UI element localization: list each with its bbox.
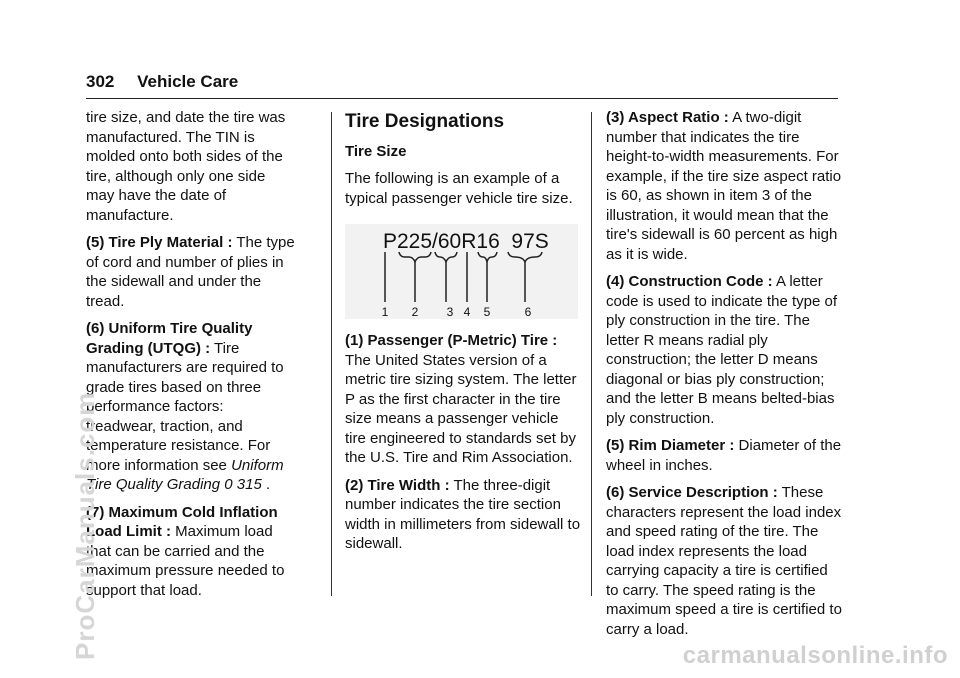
column-2 (345, 108, 581, 562)
column-1 (86, 108, 296, 608)
term-label: (6) Service Description : (606, 484, 778, 501)
paragraph-utqg (86, 319, 296, 495)
paragraph: The following is an example of a typical passenger vehicle tire size. (345, 170, 573, 207)
term-text: These characters represent the load index and speed rating of the tire. The load index represents the load carrying capacity a tire is certified to carry. The speed rating is the maximum speed a tire is certified to carry a load. (606, 484, 842, 638)
column-3 (606, 108, 842, 647)
label-2: 2 (411, 305, 419, 319)
term-label: (5) Tire Ply Material : (86, 234, 233, 251)
page-reference[interactable]: 0 315 (220, 476, 262, 493)
term-text: Maximum load that can be carried and the maximum pressure needed to support that load. (86, 523, 285, 599)
subsection-heading: Tire Size (345, 142, 407, 160)
term-label: (1) Passenger (P-Metric) Tire : (345, 332, 558, 349)
paragraph-passenger (345, 331, 581, 468)
paragraph-rim-diameter (606, 436, 842, 475)
paragraph-aspect-ratio (606, 108, 842, 264)
term-text: The three-digit number indicates the tire section width in millimeters from sidewall to sidewall. (345, 476, 581, 552)
paragraph-service-description (606, 483, 842, 639)
side-watermark: ProCarManuals.com (70, 391, 100, 660)
page-header (86, 72, 238, 92)
footer-watermark: carmanualsonline.info (682, 642, 948, 669)
term-text: . (261, 476, 271, 493)
label-3: 3 (446, 305, 454, 319)
section-title: Vehicle Care (137, 72, 239, 91)
term-text: The type of cord and number of plies in the sidewall and under the tread. (86, 234, 295, 310)
label-1: 1 (381, 305, 389, 319)
paragraph-ply-material (86, 233, 296, 311)
label-6: 6 (524, 305, 532, 319)
cross-reference-link[interactable]: Uniform Tire Quality Grading (86, 456, 284, 493)
paragraph-construction-code (606, 272, 842, 428)
paragraph: tire size, and date the tire was manufactured. The TIN is molded onto both sides of the tire, although only one side may have the date of manufacture. (86, 109, 286, 224)
term-label: (2) Tire Width : (345, 476, 450, 494)
header-rule (86, 98, 838, 99)
paragraph-cold-inflation (86, 503, 296, 601)
tire-size-diagram (345, 224, 578, 319)
tire-code-text: P225/60R16 97S (383, 230, 549, 253)
paragraph-tire-width (345, 476, 581, 554)
section-heading: Tire Designations (345, 111, 505, 132)
term-label: (7) Maximum Cold Inflation Load Limit : (86, 503, 278, 540)
term-text: A letter code is used to indicate the type of ply construction in the tire. The letter R means radial ply construction; the letter D means diagonal or bias ply construction; and the letter B means belted-bias ply construction. (606, 273, 837, 427)
label-5: 5 (483, 305, 491, 319)
label-4: 4 (463, 305, 471, 319)
page-number: 302 (86, 72, 115, 91)
term-label: (4) Construction Code : (606, 273, 773, 290)
term-label: (3) Aspect Ratio : (606, 109, 729, 126)
term-text: Tire manufacturers are required to grade tires based on three performance factors: treadwear, traction, and temperature resistance. For more information see (86, 339, 284, 474)
term-label: (6) Uniform Tire Quality Grading (UTQG) : (86, 320, 253, 357)
term-label: (5) Rim Diameter : (606, 437, 735, 454)
column-divider (331, 112, 332, 596)
column-divider (591, 112, 592, 596)
term-text: A two-digit number that indicates the tire height-to-width measurements. For example, if the tire size aspect ratio is 60, as shown in item 3 of the illustration, it would mean that the tire's sidewall is 60 percent as high as it is wide. (606, 109, 842, 263)
term-text: Diameter of the wheel in inches. (606, 437, 842, 474)
term-text: The United States version of a metric tire sizing system. The letter P as the first character in the tire size means a passenger vehicle tire engineered to standards set by the U.S. Tire and Rim Association. (345, 351, 577, 466)
